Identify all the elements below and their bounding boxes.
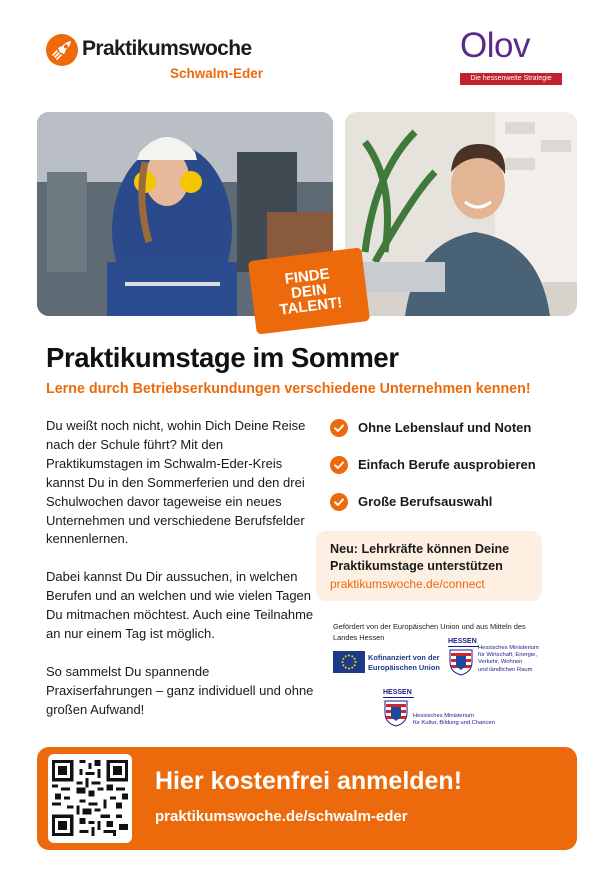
eu-cofunding-logo bbox=[333, 651, 443, 673]
benefit-item bbox=[330, 492, 580, 511]
olov-logo bbox=[460, 26, 568, 88]
benefit-label: Einfach Berufe ausprobieren bbox=[358, 457, 536, 472]
eu-cofunding-text: Kofinanziert von der Europäischen Union bbox=[368, 653, 440, 672]
badge-text: FINDE DEIN TALENT! bbox=[278, 264, 344, 319]
brand-name: Praktikumswoche bbox=[82, 37, 252, 60]
ministry-culture-name: Hessisches Ministerium für Kultur, Bildung und Chancen bbox=[413, 713, 495, 727]
signup-link[interactable]: praktikumswoche.de/schwalm-eder bbox=[155, 808, 408, 825]
olov-tagline: Die hessenweite Strategie bbox=[460, 73, 562, 85]
qr-code-icon bbox=[52, 760, 128, 836]
eu-flag-icon bbox=[333, 651, 365, 673]
hessen-label: HESSEN bbox=[448, 638, 477, 645]
body-paragraph: Du weißt noch nicht, wohin Dich Deine Reise nach der Schule führt? Mit den Praktikumstagen im Schwalm-Eder-Kreis kannst Du in den Sommerferien und den drei Schulwochen davor tageweise ein neues Unternehmen und verschiedene Berufsfelder kennenlernen. bbox=[46, 418, 306, 547]
hessen-ministry-culture-logo bbox=[383, 689, 523, 729]
teacher-info-box bbox=[316, 531, 542, 601]
page-title: Praktikumstage im Sommer bbox=[46, 342, 399, 373]
page-subtitle: Lerne durch Betriebserkundungen verschiedene Unternehmen kennen! bbox=[46, 381, 531, 397]
brand-region: Schwalm-Eder bbox=[170, 66, 264, 81]
benefit-item bbox=[330, 455, 580, 474]
connect-link[interactable]: praktikumswoche.de/connect bbox=[330, 577, 485, 591]
teacher-info-title: Neu: Lehrkräfte können Deine Praktikumstage unterstützen bbox=[330, 542, 510, 573]
benefit-label: Große Berufsauswahl bbox=[358, 494, 493, 509]
rocket-icon bbox=[46, 34, 78, 66]
olov-wordmark: Olov bbox=[460, 26, 530, 65]
praktikumswoche-logo bbox=[46, 34, 286, 86]
check-circle-icon bbox=[330, 493, 348, 511]
hessen-ministry-economy-logo bbox=[448, 638, 588, 678]
signup-title[interactable]: Hier kostenfrei anmelden! bbox=[155, 767, 463, 795]
hessen-crest-icon bbox=[383, 699, 409, 727]
benefit-label: Ohne Lebenslauf und Noten bbox=[358, 420, 532, 435]
benefits-list bbox=[330, 418, 580, 529]
body-paragraph: Dabei kannst Du Dir aussuchen, in welchen Berufen und an welchen und wie vielen Tagen Du mitmachen möchtest. Auch eine Teilnahme an nur einem Tag ist möglich. bbox=[46, 569, 314, 641]
benefit-item bbox=[330, 418, 580, 437]
funding-note: Gefördert von der Europäischen Union und aus Mitteln des Landes Hessen bbox=[333, 622, 526, 642]
photo-office-man bbox=[345, 112, 577, 316]
signup-banner[interactable] bbox=[37, 747, 577, 850]
find-talent-badge bbox=[248, 247, 370, 334]
qr-code[interactable] bbox=[48, 754, 132, 843]
check-circle-icon bbox=[330, 419, 348, 437]
body-text bbox=[46, 417, 316, 738]
check-circle-icon bbox=[330, 456, 348, 474]
body-paragraph: So sammelst Du spannende Praxiserfahrungen – ganz individuell und ohne großen Aufwand! bbox=[46, 663, 314, 717]
ministry-economy-name: Hessisches Ministerium für Wirtschaft, Energie, Verkehr, Wohnen und ländlichen Raum bbox=[478, 645, 539, 673]
hessen-crest-icon bbox=[448, 648, 474, 676]
hessen-label: HESSEN bbox=[383, 689, 412, 696]
